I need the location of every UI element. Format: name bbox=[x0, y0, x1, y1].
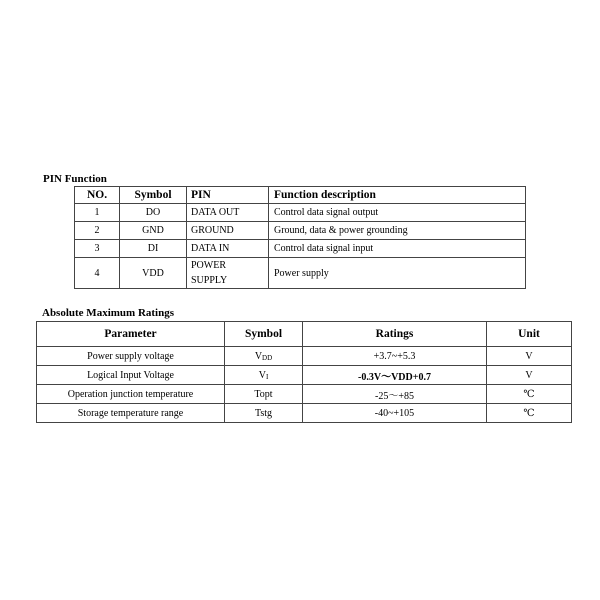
symbol-main: V bbox=[254, 350, 263, 362]
cell-symbol: Tstg bbox=[225, 404, 303, 423]
header-pin: PIN bbox=[187, 187, 269, 204]
table-row bbox=[75, 204, 526, 222]
header-no: NO. bbox=[75, 187, 120, 204]
cell-pin-line2: SUPPLY bbox=[191, 275, 228, 286]
table-header-row bbox=[37, 322, 572, 347]
table-row bbox=[37, 385, 572, 404]
cell-function: Ground, data & power grounding bbox=[269, 222, 526, 240]
pin-function-title: PIN Function bbox=[43, 173, 107, 185]
cell-symbol: GND bbox=[120, 222, 187, 240]
cell-pin: DATA OUT bbox=[187, 204, 269, 222]
cell-ratings: -40~+105 bbox=[303, 404, 487, 423]
cell-no: 1 bbox=[75, 204, 120, 222]
header-parameter: Parameter bbox=[37, 322, 225, 347]
cell-pin: GROUND bbox=[187, 222, 269, 240]
cell-function: Power supply bbox=[269, 258, 526, 289]
table-header-row bbox=[75, 187, 526, 204]
cell-parameter: Power supply voltage bbox=[37, 347, 225, 366]
cell-no: 2 bbox=[75, 222, 120, 240]
header-ratings: Ratings bbox=[303, 322, 487, 347]
absolute-max-title: Absolute Maximum Ratings bbox=[42, 307, 175, 319]
cell-pin: DATA IN bbox=[187, 240, 269, 258]
cell-ratings: -25～+85 bbox=[303, 385, 487, 404]
cell-unit: V bbox=[487, 347, 572, 366]
cell-pin-line1: POWER bbox=[191, 260, 226, 271]
cell-ratings: -0.3V～VDD+0.7 bbox=[303, 366, 487, 385]
symbol-subscript: I bbox=[265, 372, 269, 381]
cell-parameter: Operation junction temperature bbox=[37, 385, 225, 404]
cell-unit: ℃ bbox=[487, 385, 572, 404]
cell-pin bbox=[187, 258, 269, 289]
header-symbol: Symbol bbox=[225, 322, 303, 347]
cell-no: 3 bbox=[75, 240, 120, 258]
cell-function: Control data signal output bbox=[269, 204, 526, 222]
cell-unit: ℃ bbox=[487, 404, 572, 423]
table-row bbox=[75, 222, 526, 240]
header-function: Function description bbox=[269, 187, 526, 204]
symbol-subscript: DD bbox=[262, 353, 273, 362]
cell-ratings: +3.7~+5.3 bbox=[303, 347, 487, 366]
cell-parameter: Logical Input Voltage bbox=[37, 366, 225, 385]
symbol-main: V bbox=[258, 369, 266, 381]
table-row bbox=[37, 366, 572, 385]
cell-parameter: Storage temperature range bbox=[37, 404, 225, 423]
cell-symbol: Topt bbox=[225, 385, 303, 404]
pin-function-table bbox=[74, 186, 526, 289]
cell-symbol: DI bbox=[120, 240, 187, 258]
table-row bbox=[75, 240, 526, 258]
cell-symbol: VDD bbox=[120, 258, 187, 289]
table-row bbox=[75, 258, 526, 289]
header-unit: Unit bbox=[487, 322, 572, 347]
cell-symbol: DO bbox=[120, 204, 187, 222]
table-row bbox=[37, 404, 572, 423]
cell-symbol bbox=[225, 347, 303, 366]
absolute-max-table bbox=[36, 321, 572, 423]
cell-function: Control data signal input bbox=[269, 240, 526, 258]
header-symbol: Symbol bbox=[120, 187, 187, 204]
cell-unit: V bbox=[487, 366, 572, 385]
cell-symbol bbox=[225, 366, 303, 385]
cell-no: 4 bbox=[75, 258, 120, 289]
table-row bbox=[37, 347, 572, 366]
